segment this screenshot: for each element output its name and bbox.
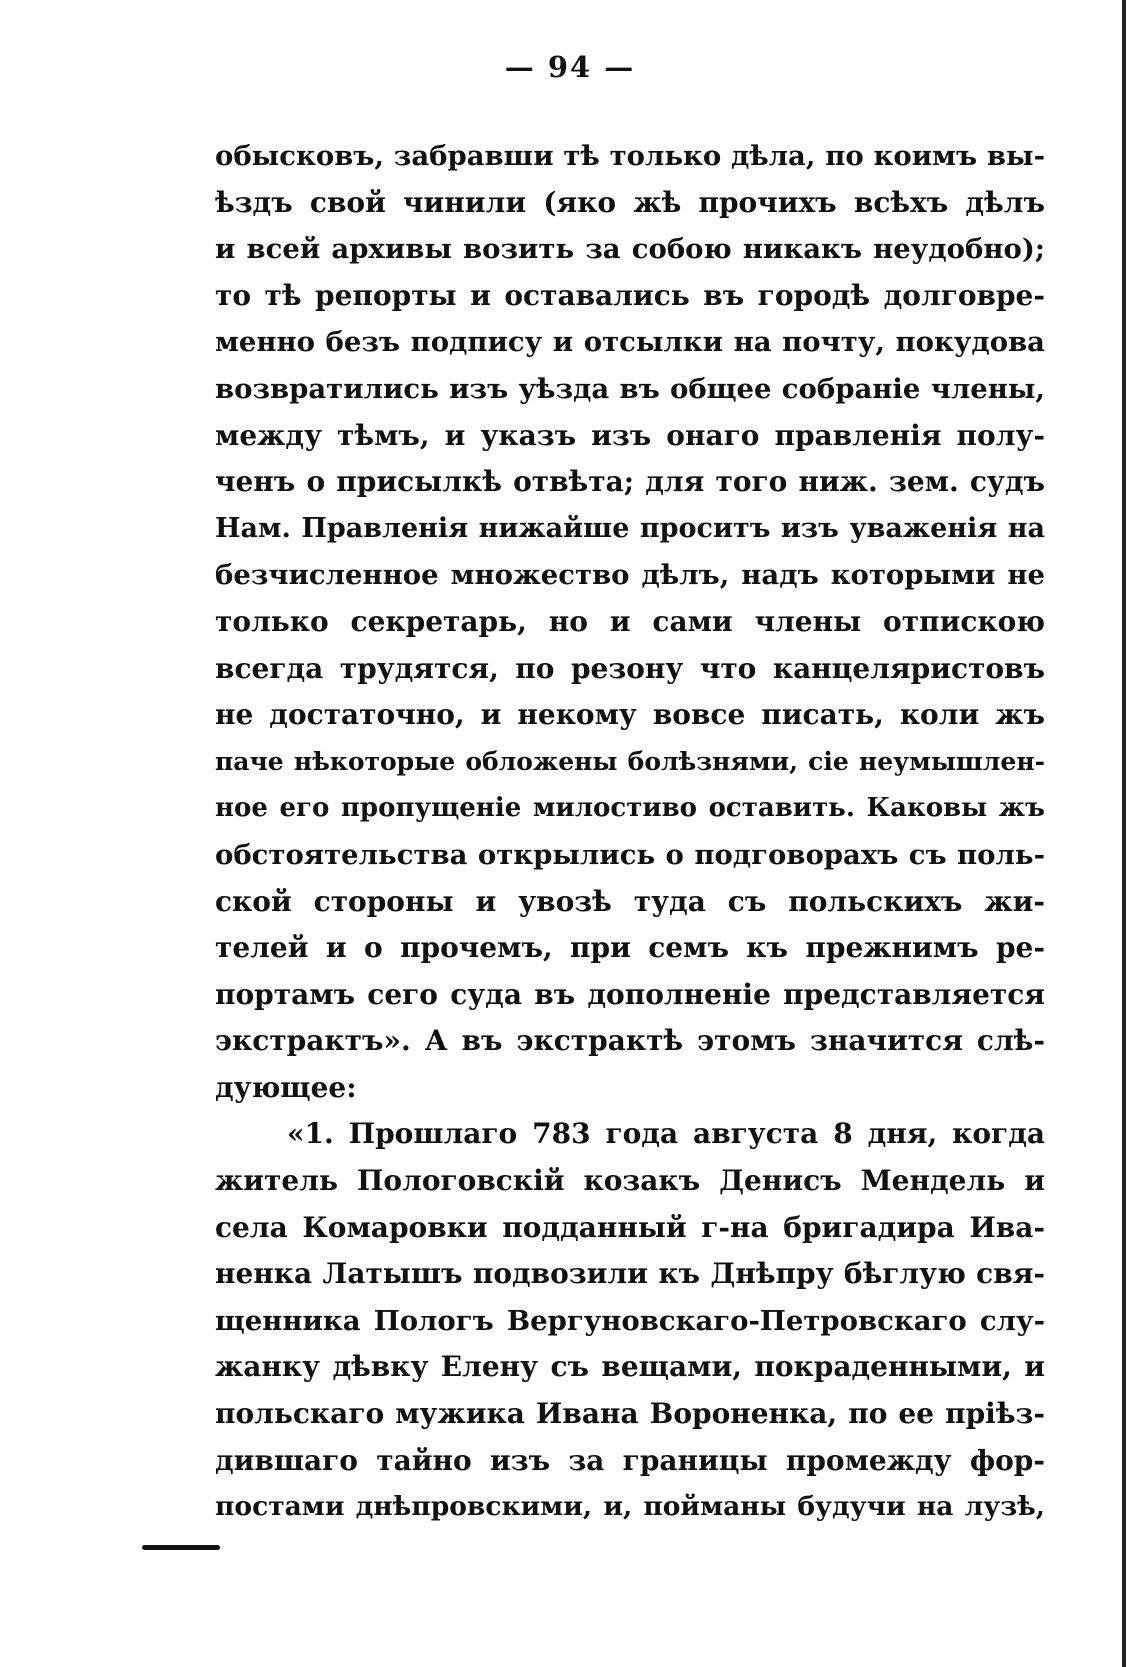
paragraph-start-line: «1. Прошлаго 783 года августа 8 дня, когда bbox=[287, 1117, 1045, 1151]
text-line: Нам. Правленія нижайше проситъ изъ уваженія на bbox=[215, 512, 1045, 544]
text-line: между тѣмъ, и указъ изъ онаго правленія полу- bbox=[215, 418, 1045, 452]
text-line: ное его пропущеніе милостиво оставить. Каковы жъ bbox=[215, 793, 1045, 824]
text-line: щенника Пологъ Вергуновскаго-Петровскаго слу- bbox=[215, 1304, 1045, 1337]
text-line: только секретарь, но и сами члены отпискою bbox=[215, 604, 1045, 638]
text-line: не достаточно, и некому вовсе писать, коли жъ bbox=[215, 698, 1045, 732]
text-line: польскаго мужика Ивана Вороненка, по ее пріѣз- bbox=[215, 1397, 1045, 1431]
text-line: обстоятельства открылись о подговорахъ съ поль- bbox=[215, 838, 1045, 871]
bottom-dash-mark bbox=[142, 1545, 220, 1550]
text-line: экстрактъ». А въ экстрактѣ этомъ значится слѣ- bbox=[215, 1024, 1045, 1058]
text-line: паче нѣкоторые обложены болѣзнями, сіе неумышлен- bbox=[215, 746, 1045, 776]
page-edge-line bbox=[1122, 0, 1126, 1667]
text-line: телей и о прочемъ, при семъ къ прежнимъ ре- bbox=[215, 931, 1045, 965]
text-line: ненка Латышъ подвозили къ Днѣпру бѣглую свя- bbox=[215, 1257, 1045, 1291]
text-line: портамъ сего суда въ дополненіе представляется bbox=[215, 977, 1045, 1011]
text-line: безчисленное множество дѣлъ, надъ которыми не bbox=[215, 559, 1045, 592]
text-line: дующее: bbox=[215, 1070, 357, 1104]
text-line: дившаго тайно изъ за границы промежду фор- bbox=[215, 1443, 1045, 1477]
text-line: возвратились изъ уѣзда въ общее собраніе члены, bbox=[215, 372, 1045, 405]
text-line: ѣздъ свой чинили (яко жѣ прочихъ всѣхъ дѣлъ bbox=[215, 185, 1045, 219]
text-line: ской стороны и увозѣ туда съ польскихъ жи- bbox=[215, 884, 1045, 918]
text-line: менно безъ подпису и отсылки на почту, покудова bbox=[215, 326, 1045, 359]
text-line: постами днѣпровскими, и, пойманы будучи на лузѣ, bbox=[215, 1491, 1045, 1523]
text-line: всегда трудятся, по резону что канцеляристовъ bbox=[215, 651, 1045, 685]
text-line: обысковъ, забравши тѣ только дѣла, по коимъ вы- bbox=[215, 140, 1045, 172]
text-line: жанку дѣвку Елену съ вещами, покраденными, и bbox=[215, 1350, 1045, 1384]
text-line: села Комаровки подданный г-на бригадира Ива- bbox=[215, 1210, 1045, 1244]
text-line: житель Пологовскій козакъ Денисъ Мендель и bbox=[215, 1164, 1045, 1198]
body-text bbox=[215, 133, 1045, 1531]
text-line: и всей архивы возить за собою никакъ неудобно); bbox=[215, 233, 1045, 266]
page-number: — 94 — bbox=[504, 50, 636, 84]
text-line: то тѣ репорты и оставались въ городѣ долговре- bbox=[215, 278, 1045, 312]
text-line: ченъ о присылкѣ отвѣта; для того ниж. зем. судъ bbox=[215, 465, 1045, 499]
